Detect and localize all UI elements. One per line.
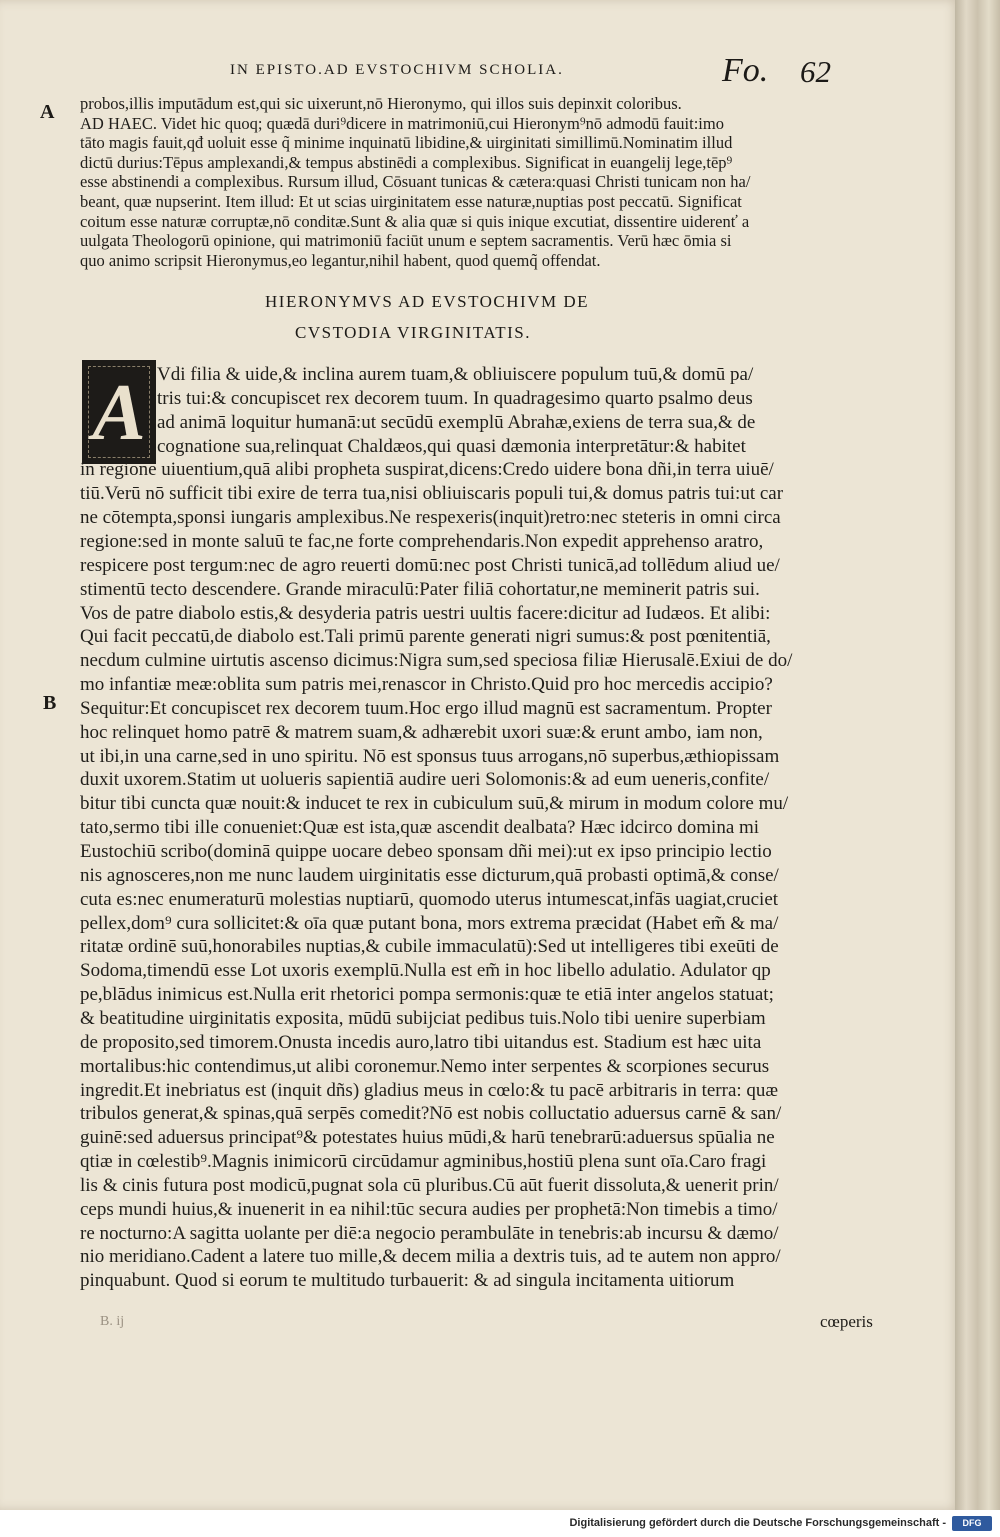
body-line: tribulos generat,& spinas,quā serpēs comedit?Nō est nobis colluctatio aduersus carnē & san/ bbox=[80, 1103, 782, 1125]
scholia-line: beant, quæ nupserint. Item illud: Et ut scias uirginitatem esse naturæ,nuptias post peccatū. Significat bbox=[80, 192, 742, 211]
body-line: qtiæ in cœlestib⁹.Magnis inimicorū circūdamur agminibus,hostiū plena sunt oīa.Caro fragi bbox=[80, 1151, 767, 1173]
body-line: mortalibus:hic contendimus,ut alibi coronemur.Nemo inter serpentes & scorpiones securus bbox=[80, 1055, 770, 1077]
body-line: pe,blādus inimicus est.Nulla erit rhetorici pompa sermonis:quæ te etiā inter angelos statuat; bbox=[80, 984, 774, 1006]
page-edge bbox=[955, 0, 1000, 1510]
body-line: guinē:sed aduersus principat⁹& potestates huius mūdi,& harū tenebrarū:aduersus spūalia ne bbox=[80, 1127, 775, 1149]
body-line: bitur tibi cuncta quæ nouit:& inducet te rex in cubiculum suū,& mirum in modum colore mu/ bbox=[80, 793, 789, 815]
body-line: ceps mundi huius,& inuenerit in ea nihil:tūc secura audies per prophetā:Non timebis a timo/ bbox=[80, 1198, 778, 1220]
scholia-line: tāto magis fauit,qđ uoluit esse q̃ minime inquinatū libidine,& uirginitati simillimū.Nominatim illud bbox=[80, 133, 733, 153]
body-line: stimentū tecto descendere. Grande miraculū:Pater filiā cohortatur,ne meminerit patris sui. bbox=[80, 578, 760, 600]
body-line: lis & cinis futura post modicū,pugnat sola cū pluribus.Cū aūt fuerit dissoluta,& uenerit prin/ bbox=[80, 1174, 779, 1196]
footer-credit: Digitalisierung gefördert durch die Deutsche Forschungsgemeinschaft - bbox=[569, 1517, 946, 1529]
body-line: & beatitudine uirginitatis exposita, mūdū subijciat pedibus tuis.Nolo tibi uenire superbiam bbox=[80, 1007, 766, 1029]
body-line: pinquabunt. Quod si eorum te multitudo turbauerit: & ad singula incitamenta uitiorum bbox=[80, 1270, 735, 1292]
body-line: necdum culmine uirtutis ascenso dicimus:Nigra sum,sed speciosa filiæ Hierusalē.Exiui de do/ bbox=[80, 650, 793, 672]
initial-letter: A bbox=[92, 369, 146, 457]
scholia-line: esse abstinendi a complexibus. Rursum illud, Cōsuant tunicas & cætera:quasi Christi tunicam non ha/ bbox=[80, 172, 751, 192]
decorated-initial bbox=[82, 360, 156, 464]
body-line: tato,sermo tibi ille conueniet:Quæ est ista,quæ ascendit dealbata? Hæc idcirco domina mi bbox=[80, 817, 760, 839]
body-line: Sequitur:Et concupiscet rex decorem tuum.Hoc ergo illud magnū est sacramentum. Propter bbox=[80, 697, 772, 719]
scholia-line: probos,illis imputādum est,qui sic uixerunt,nō Hieronymo, qui illos suis depinxit coloribus. bbox=[80, 94, 682, 113]
body-line: Vdi filia & uide,& inclina aurem tuam,& obliuiscere populum tuū,& domū pa/ bbox=[157, 364, 754, 385]
body-line: hoc relinquet homo patrē & matrem suam,& adhærebit uxori suæ:& erunt ambo, iam non, bbox=[80, 721, 763, 743]
scholia-line: dictū durius:Tēpus amplexandi,& tempus abstinēdi a complexibus. Significat in euangelij lege,tēp⁹ bbox=[80, 152, 733, 172]
body-line: tris tui:& concupiscet rex decorem tuum. In quadragesimo quarto psalmo deus bbox=[157, 387, 753, 409]
body-line: ad animā loquitur humanā:ut secūdū exemplū Abrahæ,exiens de terra sua,& de bbox=[157, 411, 756, 433]
body-line: Sodoma,timendū esse Lot uxoris exemplū.Nulla est em̃ in hoc libello adulatio. Adulator qp bbox=[80, 960, 771, 982]
body-line: ritatæ ordinē suū,honorabiles nuptias,& cubile immaculatū):Sed ut intelligeres tibi exeūti de bbox=[80, 936, 779, 958]
running-head: IN EPISTO.AD EVSTOCHIVM SCHOLIA. bbox=[230, 62, 564, 78]
body-line: Qui facit peccatū,de diabolo est.Tali primū parente generati nigri sumus:& post pœnitentiā, bbox=[80, 626, 771, 648]
folio-label: Fo. bbox=[722, 52, 769, 89]
body-line: duxit uxorem.Statim ut uolueris sapientiā audire ueri Solomonis:& ad eum ueneris,confite/ bbox=[80, 769, 770, 791]
body-line: ingredit.Et inebriatus est (inquit dñs) gladius meus in cœlo:& tu pacē arbitraris in terra: quæ bbox=[80, 1079, 779, 1101]
body-line: Vos de patre diabolo estis,& desyderia patris uestri uultis facere:dicitur ad Iudæos. Et alibi: bbox=[80, 602, 771, 624]
letter-heading-line-1: HIERONYMVS AD EVSTOCHIVM DE bbox=[265, 292, 590, 311]
body-line: de proposito,sed timorem.Onusta incedis auro,latro tibi uitandus est. Stadium est hæc uita bbox=[80, 1031, 762, 1053]
body-line: in regione uiuentium,quā alibi propheta suspirat,dicens:Credo uidere bona dñi,in terra uiuē/ bbox=[80, 459, 774, 481]
letter-heading-line-2: CVSTODIA VIRGINITATIS. bbox=[295, 323, 531, 342]
body-line: Eustochiū scribo(dominā quippe uocare debeo sponsam dñi mei):ut ex ipso principio lectio bbox=[80, 841, 772, 862]
body-line: cuta es:nec enumeraturū molestias nuptiarū, quomodo uterus intumescat,infās uagiat,cruciet bbox=[80, 888, 779, 910]
body-line: re nocturno:A sagitta uolante per diē:a negocio perambulāte in tenebris:ab incursu & dæmo/ bbox=[80, 1222, 779, 1244]
body-line: respicere post tergum:nec de agro reuerti domū:nec post Christi tunicā,ad tollēdum aliud ue/ bbox=[80, 554, 780, 576]
scholia-line: coitum esse naturæ corruptæ,nō conditæ.Sunt & alia quæ si quis inique excutiat, dissentire uiderenť a bbox=[80, 211, 750, 231]
scholia-line: uulgata Theologorū opinione, qui matrimoniū faciūt unum e septem sacramentis. Verū hæc ōmia si bbox=[80, 231, 732, 251]
scholia-line: quo animo scripsit Hieronymus,eo legantur,nihil habent, quod quemq̃ offendat. bbox=[80, 250, 601, 270]
scholia-line: AD HAEC. Videt hic quoq; quædā duri⁹dicere in matrimoniū,cui Hieronym⁹nō admodū fauit:imo bbox=[80, 113, 724, 133]
margin-letter-a: A bbox=[40, 101, 55, 123]
body-line: regione:sed in monte saluū te fac,ne forte comprehendaris.Non expedit apprehenso aratro, bbox=[80, 530, 764, 552]
signature-mark: B. ij bbox=[100, 1314, 125, 1329]
catchword: cœperis bbox=[820, 1312, 873, 1331]
folio-number: 62 bbox=[800, 54, 831, 89]
body-line: mo infantiæ meæ:oblita sum patris mei,renascor in Christo.Quid pro hoc mercedis accipio? bbox=[80, 674, 773, 696]
body-line: nio meridiano.Cadent a latere tuo mille,& decem milia a dextris tuis, ad te autem non appro/ bbox=[80, 1246, 781, 1268]
body-line: cognatione sua,relinquat Chaldæos,qui quasi dæmonia interpretātur:& habitet bbox=[157, 435, 746, 457]
body-line: ne cōtempta,sponsi iungaris amplexibus.Ne respexeris(inquit)retro:nec steteris in omni circa bbox=[80, 507, 781, 529]
body-line: pellex,dom⁹ cura sollicitet:& oīa quæ putant bona, mors extrema præcidat (Habet em̃ & ma/ bbox=[80, 912, 779, 934]
margin-letter-b: B bbox=[43, 692, 57, 714]
dfg-logo: DFG bbox=[952, 1516, 992, 1531]
body-line: ut ibi,in una carne,sed in uno spiritu. Nō est sponsus tuus arrogans,nō superbus,æthiopissam bbox=[80, 745, 780, 767]
body-line: tiū.Verū nō sufficit tibi exire de terra tua,nisi obliuiscaris populi tui,& domus patris tui:ut car bbox=[80, 483, 784, 505]
body-line: nis agnosceres,non me nunc laudem uirginitatis esse dicturum,quā probasti optimā,& conse/ bbox=[80, 864, 779, 886]
